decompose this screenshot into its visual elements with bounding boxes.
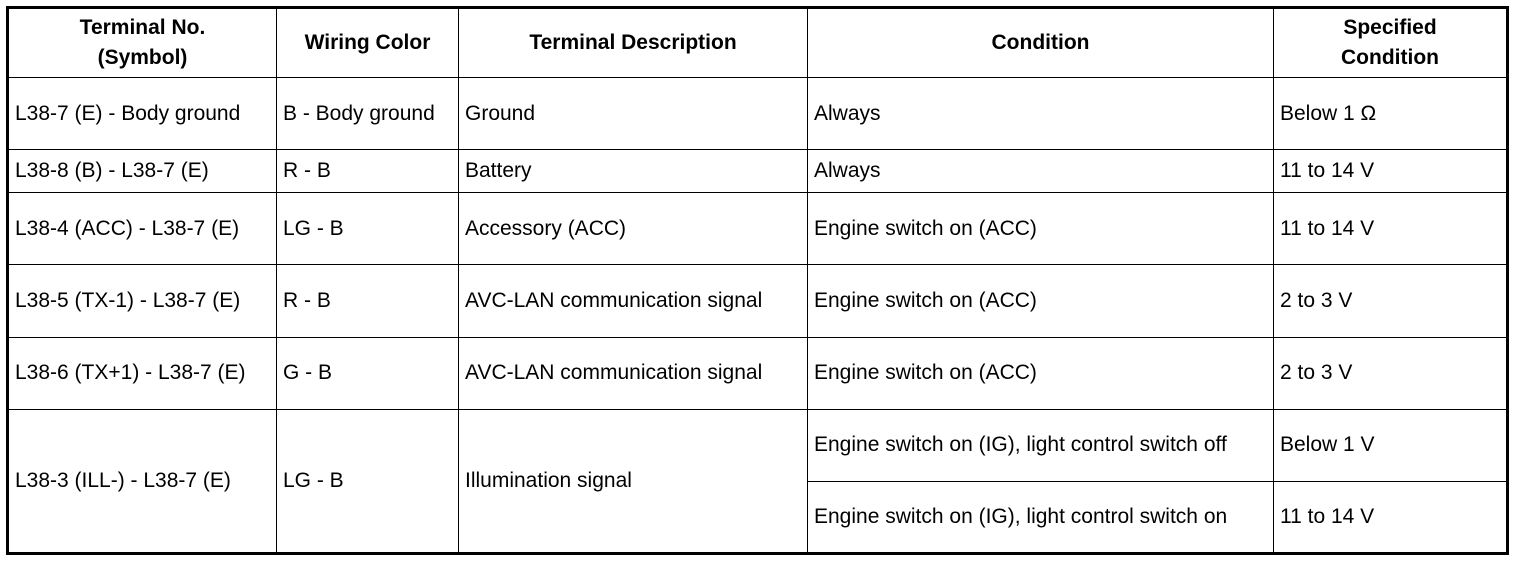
terminal-cell: L38-4 (ACC) - L38-7 (E) [8,193,277,265]
wiring-cell: LG - B [277,193,459,265]
wiring-cell: B - Body ground [277,78,459,150]
header-terminal [8,8,277,78]
wiring-cell: LG - B [277,409,459,553]
description-cell: AVC-LAN communication signal [459,265,808,337]
specified-cell: 2 to 3 V [1274,337,1508,409]
specified-cell: 11 to 14 V [1274,481,1508,553]
header-terminal-description: Terminal Description [459,8,808,78]
header-specified-condition [1274,8,1508,78]
description-cell: Ground [459,78,808,150]
description-cell: Battery [459,150,808,193]
terminal-cell: L38-6 (TX+1) - L38-7 (E) [8,337,277,409]
description-cell: Illumination signal [459,409,808,553]
specified-cell: 11 to 14 V [1274,193,1508,265]
wiring-cell: G - B [277,337,459,409]
condition-cell: Engine switch on (ACC) [808,193,1274,265]
header-specified-line1: Specified [1343,16,1437,39]
condition-cell: Engine switch on (ACC) [808,265,1274,337]
terminal-cell: L38-5 (TX-1) - L38-7 (E) [8,265,277,337]
header-specified-line2: Condition [1341,46,1439,69]
header-row [8,8,1508,78]
description-cell: AVC-LAN communication signal [459,337,808,409]
terminal-cell: L38-8 (B) - L38-7 (E) [8,150,277,193]
table-row [8,409,1508,481]
description-cell: Accessory (ACC) [459,193,808,265]
table-row [8,150,1508,193]
header-wiring-color: Wiring Color [277,8,459,78]
specified-cell: 2 to 3 V [1274,265,1508,337]
condition-cell: Engine switch on (IG), light control switch off [808,409,1274,481]
wiring-cell: R - B [277,265,459,337]
specified-cell: Below 1 V [1274,409,1508,481]
terminal-cell: L38-7 (E) - Body ground [8,78,277,150]
header-condition: Condition [808,8,1274,78]
table-row [8,265,1508,337]
condition-cell: Always [808,78,1274,150]
wiring-cell: R - B [277,150,459,193]
condition-cell: Engine switch on (ACC) [808,337,1274,409]
specified-cell: Below 1 Ω [1274,78,1508,150]
table-row [8,193,1508,265]
condition-cell: Always [808,150,1274,193]
table-row [8,337,1508,409]
header-terminal-line1: Terminal No. [79,16,206,39]
specified-cell: 11 to 14 V [1274,150,1508,193]
header-terminal-line2: (Symbol) [97,46,188,69]
table-row [8,78,1508,150]
terminal-inspection-table [6,6,1509,555]
condition-cell: Engine switch on (IG), light control switch on [808,481,1274,553]
terminal-cell: L38-3 (ILL-) - L38-7 (E) [8,409,277,553]
